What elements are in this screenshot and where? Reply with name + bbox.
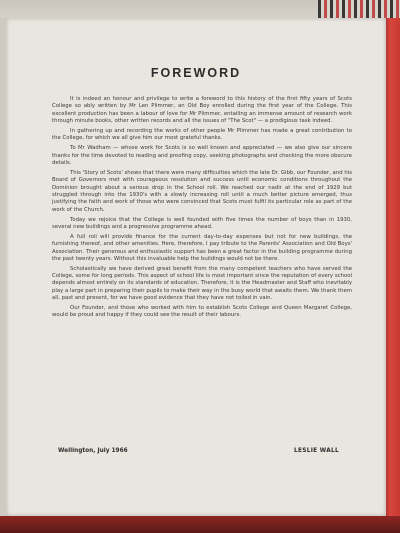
author-signature: LESLIE WALL <box>294 448 339 454</box>
book-page <box>6 18 386 516</box>
bottom-cover-edge <box>0 516 400 533</box>
red-cover-edge <box>384 18 400 518</box>
paragraph: Today we rejoice that the College is well founded with five times the number of boys than in 1930, several new buildings and a progressive programme ahead. <box>52 216 352 230</box>
place-date: Wellington, July 1966 <box>58 448 128 454</box>
paragraph: It is indeed an honour and privilege to write a foreword to this history of the first fifty years of Scots College so ably written by Mr Len Plimmer, an Old Boy enrolled during the first year of the College. This excellent production has been a labour of love for Mr Plimmer, entailing an immense amount of research work through minute books, other written records and all the issues of "The Scot" — a prodigious task indeed. <box>52 96 352 125</box>
paragraph: In gathering up and recording the works of other people Mr Plimmer has made a great contribution to the College, for which we all give him our most grateful thanks. <box>52 127 352 142</box>
paragraph: To Mr Wadham — whose work for Scots is so well known and appreciated — we also give our sincere thanks for the time devoted to reading and proofing copy, seeking photographs and checking the more obscure details. <box>52 145 352 166</box>
foreword-text <box>52 96 352 322</box>
paragraph: Our Founder, and those who worked with him to establish Scots College and Queen Margaret College, would be proud and happy if they could see the result of their labours. <box>52 305 352 319</box>
page-title: FOREWORD <box>150 66 242 80</box>
paragraph: This 'Story of Scots' shows that there were many difficulties which the late Dr. Gibb, our Founder, and his Board of Governors met with courageous resolution and success until economic conditions throughout the Dominion brought about a serious drop in the School roll. We reached our nadir at the end of 1929 but struggled through into the 1930's with a slowly increasing roll until a much better picture emerged, thus justifying the faith and work of those who were convinced that Scots must fulfil its particular role as part of the work of the Church. <box>52 169 352 213</box>
paragraph: A full roll will provide finance for the current day-to-day expenses but not for new buildings, the furnishing thereof, and other amenities. Here, therefore, I pay tribute to the Parents' Association and Old Boys' Association. Their generous and enthusiastic support has been a great factor in the building programme during the past twenty years. Without this invaluable help the buildings would not be there. <box>52 233 352 262</box>
paragraph: Scholastically we have derived great benefit from the many competent teachers who have served the College, some for long periods. This aspect of school life is most important since the reputation of every school depends almost entirely on its standards of education. Therefore, it is the Headmaster and Staff who inevitably play a large part in preparing their pupils to make their way in the busy world that awaits them. We thank them all, past and present, for we have good evidence that they have not toiled in vain. <box>52 265 352 302</box>
